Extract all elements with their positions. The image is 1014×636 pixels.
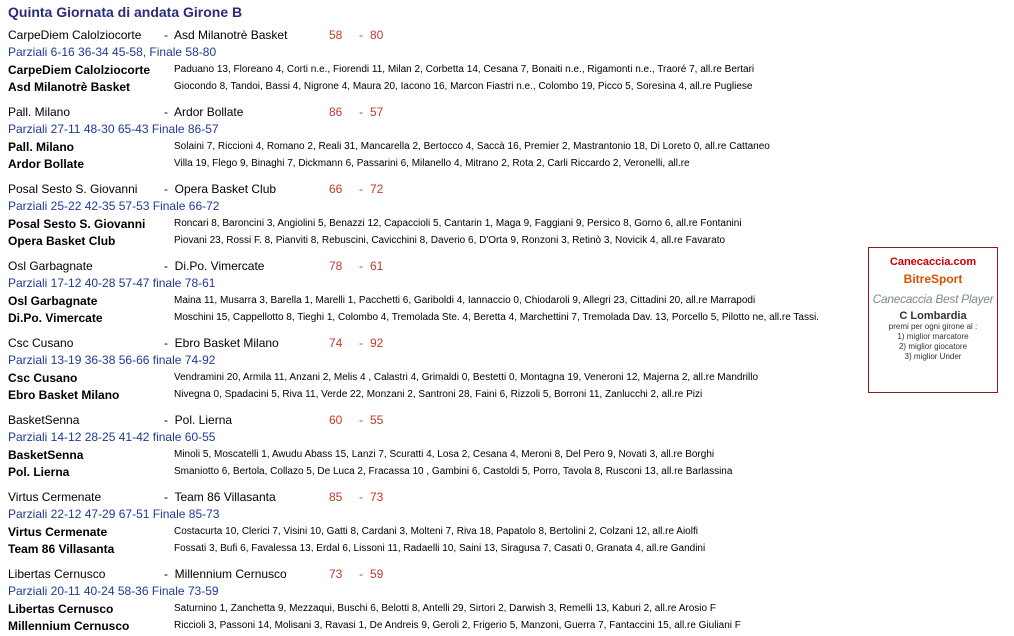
away-players: Smaniotto 6, Bertola, Collazo 5, De Luca 2, Fracassa 10 , Gambini 6, Castoldi 5, Porro, Tavola 8, Rusconi 13, all.re Barlassina — [174, 466, 733, 477]
home-score: 73 — [329, 567, 343, 581]
away-team-label: Pol. Lierna — [8, 465, 70, 479]
score-separator: - — [359, 105, 363, 119]
home-team-row — [8, 525, 868, 539]
quarter-scores: Parziali 6-16 36-34 45-58, Finale 58-80 — [8, 45, 217, 59]
home-team-label: BasketSenna — [8, 448, 84, 462]
matchup-row — [8, 28, 868, 44]
home-team-name: Virtus Cermenate — [8, 490, 102, 504]
away-players: Villa 19, Flego 9, Binaghi 7, Dickmann 6, Passarini 6, Milanello 4, Mitrano 2, Rota 2, Carli Riccardo 2, Veronelli, all.re — [174, 158, 690, 169]
away-score: 55 — [370, 413, 384, 427]
home-team-name: Osl Garbagnate — [8, 259, 93, 273]
away-team-row — [8, 542, 868, 556]
quarter-scores: Parziali 27-11 48-30 65-43 Finale 86-57 — [8, 122, 219, 136]
home-team-name: Posal Sesto S. Giovanni — [8, 182, 138, 196]
sponsor-league: C Lombardia — [899, 310, 967, 322]
quarter-scores: Parziali 20-11 40-24 58-36 Finale 73-59 — [8, 584, 219, 598]
away-players: Moschini 15, Cappellotto 8, Tieghi 1, Colombo 4, Tremolada Ste. 4, Beretta 4, Marchettini 7, Tremolada Dav. 13, Porcello 5, Pilotto ne, all.re Tassi. — [174, 312, 819, 323]
home-players: Minoli 5, Moscatelli 1, Awudu Abass 15, Lanzi 7, Scuratti 4, Losa 2, Cesana 4, Meroni 8, Del Pero 9, Novati 3, all.re Borghi — [174, 449, 715, 460]
away-players: Nivegna 0, Spadacini 5, Riva 11, Verde 22, Monzani 2, Santroni 28, Faini 6, Rizzoli 5, Borroni 11, Zanlucchi 2, all.re Pizi — [174, 389, 703, 400]
home-score: 86 — [329, 105, 343, 119]
home-score: 58 — [329, 28, 343, 42]
away-score: 80 — [370, 28, 384, 42]
quarter-scores: Parziali 13-19 36-38 56-66 finale 74-92 — [8, 353, 216, 367]
away-score: 92 — [370, 336, 384, 350]
quarter-scores: Parziali 14-12 28-25 41-42 finale 60-55 — [8, 430, 216, 444]
away-team-label: Millennium Cernusco — [8, 619, 130, 633]
away-score: 59 — [370, 567, 384, 581]
away-team-row — [8, 157, 868, 171]
home-team-label: Pall. Milano — [8, 140, 75, 154]
away-team-row — [8, 80, 868, 94]
away-team-name: - Di.Po. Vimercate — [164, 259, 264, 273]
away-team-name: - Opera Basket Club — [164, 182, 276, 196]
home-team-row — [8, 602, 868, 616]
score-separator: - — [359, 567, 363, 581]
matchup-row — [8, 182, 868, 198]
matchup-row — [8, 490, 868, 506]
home-players: Maina 11, Musarra 3, Barella 1, Marelli 1, Pacchetti 6, Gariboldi 4, Iannaccio 0, Chiodaroli 9, Allegri 23, Cittadini 20, all.re Marrapodi — [174, 295, 756, 306]
away-score: 72 — [370, 182, 384, 196]
sponsor-line: 2) miglior giocatore — [898, 342, 968, 351]
sponsor-line: premi per ogni girone al : — [888, 322, 978, 331]
home-score: 85 — [329, 490, 343, 504]
score-separator: - — [359, 413, 363, 427]
home-players: Vendramini 20, Armila 11, Anzani 2, Melis 4 , Calastri 4, Grimaldi 0, Bestetti 0, Montagna 19, Veneroni 12, Majerna 2, all.re Mandrillo — [174, 372, 758, 383]
away-team-row — [8, 388, 868, 402]
matchup-row — [8, 413, 868, 429]
home-players: Roncari 8, Baroncini 3, Angiolini 5, Benazzi 12, Capaccioli 5, Cantarin 1, Maga 9, Faggiani 9, Persico 8, Gorno 6, all.re Fontanini — [174, 218, 742, 229]
away-team-row — [8, 465, 868, 479]
matchup-row — [8, 259, 868, 275]
away-score: 61 — [370, 259, 384, 273]
quarter-scores: Parziali 22-12 47-29 67-51 Finale 85-73 — [8, 507, 220, 521]
home-team-label: CarpeDiem Calolziocorte — [8, 63, 151, 77]
home-team-name: BasketSenna — [8, 413, 80, 427]
matchup-row — [8, 336, 868, 352]
away-team-row — [8, 234, 868, 248]
home-team-name: Libertas Cernusco — [8, 567, 106, 581]
home-team-label: Csc Cusano — [8, 371, 78, 385]
away-players: Fossati 3, Bufi 6, Favalessa 13, Erdal 6, Lissoni 11, Radaelli 10, Saini 13, Siragusa 7, Casati 0, Granata 4, all.re Gandini — [174, 543, 706, 554]
home-players: Paduano 13, Floreano 4, Corti n.e., Fiorendi 11, Milan 2, Corbetta 14, Cesana 7, Bonaiti n.e., Rigamonti n.e., Traoré 7, all.re Bertari — [174, 64, 755, 75]
home-team-name: Pall. Milano — [8, 105, 71, 119]
matchup-row — [8, 567, 868, 583]
away-team-label: Di.Po. Vimercate — [8, 311, 103, 325]
sponsor-line: 1) miglior marcatore — [897, 332, 969, 341]
sponsor-brand: BitreSport — [903, 272, 963, 286]
home-team-row — [8, 294, 868, 308]
home-team-label: Virtus Cermenate — [8, 525, 108, 539]
sponsor-site: Canecaccia.com — [889, 256, 977, 268]
away-players: Giocondo 8, Tandoi, Bassi 4, Nigrone 4, Maura 20, Iacono 16, Marcon Fiastri n.e., Colombo 19, Picco 5, Soresina 4, all.re Pugliese — [174, 81, 753, 92]
away-team-label: Ardor Bollate — [8, 157, 85, 171]
score-separator: - — [359, 182, 363, 196]
away-players: Riccioli 3, Passoni 14, Molisani 3, Ravasi 1, De Andreis 9, Geroli 2, Frigerio 5, Manzoni, Guerra 7, Fantaccini 15, all.re Giuliani F — [174, 620, 741, 631]
away-team-row — [8, 311, 868, 325]
home-team-row — [8, 371, 868, 385]
home-players: Solaini 7, Riccioni 4, Romano 2, Reali 31, Mancarella 2, Bertocco 4, Saccà 16, Premier 2, Mastrantonio 18, Di Loreto 0, all.re Cattaneo — [174, 141, 770, 152]
score-separator: - — [359, 490, 363, 504]
sponsor-banner[interactable] — [868, 247, 998, 393]
home-team-name: Csc Cusano — [8, 336, 74, 350]
home-team-label: Osl Garbagnate — [8, 294, 98, 308]
away-team-row — [8, 619, 868, 633]
score-separator: - — [359, 259, 363, 273]
away-team-name: - Millennium Cernusco — [164, 567, 287, 581]
score-separator: - — [359, 336, 363, 350]
home-team-label: Libertas Cernusco — [8, 602, 114, 616]
away-team-name: - Asd Milanotrè Basket — [164, 28, 287, 42]
home-score: 60 — [329, 413, 343, 427]
home-score: 74 — [329, 336, 343, 350]
home-team-name: CarpeDiem Calolziocorte — [8, 28, 142, 42]
page-title: Quinta Giornata di andata Girone B — [8, 4, 243, 20]
away-team-label: Opera Basket Club — [8, 234, 116, 248]
sponsor-tagline: Canecaccia Best Player — [872, 292, 994, 306]
home-score: 78 — [329, 259, 343, 273]
sponsor-line: 3) miglior Under — [904, 352, 962, 361]
home-team-row — [8, 217, 868, 231]
home-team-row — [8, 63, 868, 77]
away-team-label: Ebro Basket Milano — [8, 388, 120, 402]
away-team-name: - Pol. Lierna — [164, 413, 232, 427]
home-players: Costacurta 10, Clerici 7, Visini 10, Gatti 8, Cardani 3, Molteni 7, Riva 18, Papatolo 8, Bertolini 2, Colzani 12, all.re Aiolfi — [174, 526, 698, 537]
home-score: 66 — [329, 182, 343, 196]
away-players: Piovani 23, Rossi F. 8, Pianviti 8, Rebuscini, Cavicchini 8, Daverio 6, D'Orta 9, Ronzoni 3, Retinò 3, Novicik 4, all.re Favarato — [174, 235, 726, 246]
away-team-name: - Team 86 Villasanta — [164, 490, 276, 504]
away-score: 57 — [370, 105, 384, 119]
score-separator: - — [359, 28, 363, 42]
home-team-row — [8, 140, 868, 154]
away-team-label: Team 86 Villasanta — [8, 542, 115, 556]
matchup-row — [8, 105, 868, 121]
quarter-scores: Parziali 25-22 42-35 57-53 Finale 66-72 — [8, 199, 220, 213]
away-score: 73 — [370, 490, 384, 504]
quarter-scores: Parziali 17-12 40-28 57-47 finale 78-61 — [8, 276, 216, 290]
home-players: Saturnino 1, Zanchetta 9, Mezzaqui, Buschi 6, Belotti 8, Antelli 29, Sirtori 2, Darwish 3, Remelli 13, Kaburi 2, all.re Arosio F — [174, 603, 716, 614]
home-team-label: Posal Sesto S. Giovanni — [8, 217, 146, 231]
away-team-name: - Ebro Basket Milano — [164, 336, 279, 350]
home-team-row — [8, 448, 868, 462]
away-team-name: - Ardor Bollate — [164, 105, 243, 119]
away-team-label: Asd Milanotrè Basket — [8, 80, 131, 94]
